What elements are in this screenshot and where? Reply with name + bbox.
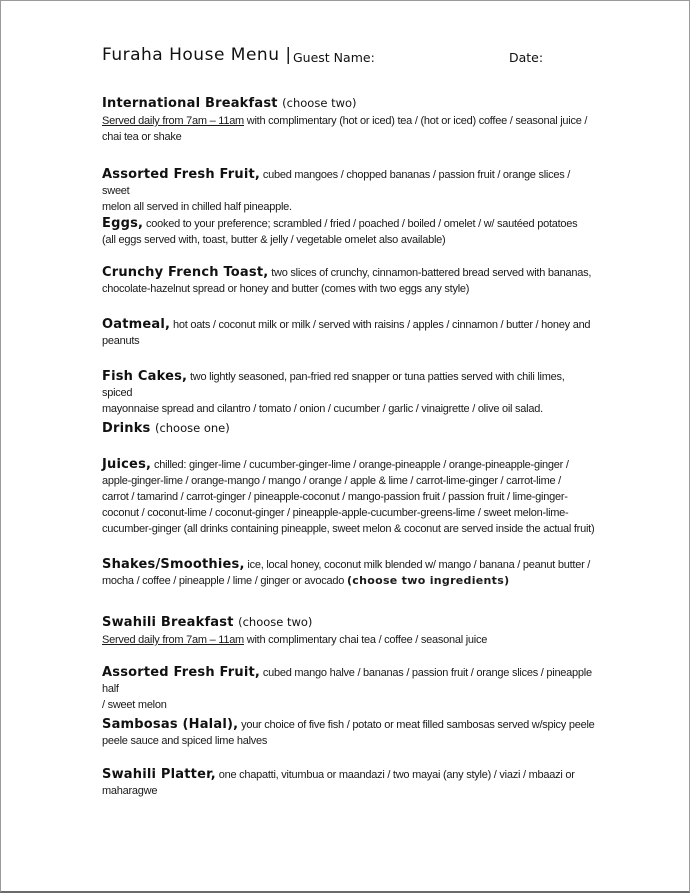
menu-item-fresh-fruit xyxy=(102,167,597,215)
item-description: maharagwe xyxy=(102,785,158,797)
item-description: cubed mangoes / chopped bananas / passion fruit / orange slices / sweet xyxy=(102,169,571,197)
item-description: chilled: ginger-lime / cucumber-ginger-lime / orange-pineapple / orange-pineapple-ginger / xyxy=(151,459,569,471)
menu-item-french-toast xyxy=(102,265,597,297)
item-heading: Shakes/Smoothies, xyxy=(102,557,245,572)
item-description: two lightly seasoned, pan-fried red snapper or tuna patties served with chili limes, spiced xyxy=(102,371,565,399)
item-description: one chapatti, vitumbua or maandazi / two mayai (any style) / viazi / mbaazi or xyxy=(215,769,575,781)
menu-item-juices xyxy=(102,457,597,537)
item-description: / sweet melon xyxy=(102,699,167,711)
item-description: cooked to your preference; scrambled / fried / poached / boiled / omelet / w/ sautéed potatoes xyxy=(143,218,578,230)
item-heading: Assorted Fresh Fruit, xyxy=(102,167,261,182)
item-heading: Oatmeal, xyxy=(102,317,171,332)
menu-header xyxy=(102,45,662,75)
item-description: chai tea or shake xyxy=(102,131,182,143)
item-description: cubed mango halve / bananas / passion fruit / orange slices / pineapple half xyxy=(102,667,592,695)
item-heading: Swahili Platter, xyxy=(102,767,216,782)
choose-note: (choose two) xyxy=(282,96,357,110)
item-description: ice, local honey, coconut milk blended w/ mango / banana / peanut butter / xyxy=(244,559,591,571)
item-description: apple-ginger-lime / orange-mango / mango / orange / apple & lime / carrot-lime-ginger / carrot-lime / xyxy=(102,475,561,487)
choose-note: (choose two) xyxy=(238,615,313,629)
menu-item-sambosas xyxy=(102,717,597,749)
menu-item-oatmeal xyxy=(102,317,597,349)
item-description: with complimentary (hot or iced) tea / (hot or iced) coffee / seasonal juice / xyxy=(243,115,588,127)
item-description: two slices of crunchy, cinnamon-battered bread served with bananas, xyxy=(268,267,592,279)
menu-item-eggs xyxy=(102,216,597,248)
section-swahili-breakfast xyxy=(102,613,597,648)
item-description: cucumber-ginger (all drinks containing pineapple, sweet melon & coconut are served inside the actual fruit) xyxy=(102,523,595,535)
menu-item-shakes xyxy=(102,557,597,589)
item-description: your choice of five fish / potato or meat filled sambosas served w/spicy peele xyxy=(238,719,595,731)
item-heading: Juices, xyxy=(102,457,152,472)
item-description: hot oats / coconut milk or milk / served with raisins / apples / cinnamon / butter / honey and xyxy=(170,319,591,331)
item-description: peele sauce and spiced lime halves xyxy=(102,735,268,747)
item-heading: Eggs, xyxy=(102,216,144,231)
section-heading: International Breakfast xyxy=(102,96,278,111)
section-heading: Drinks xyxy=(102,421,151,436)
served-hours: Served daily from 7am – 11am xyxy=(102,115,244,127)
item-description: (all eggs served with, toast, butter & jelly / vegetable omelet also available) xyxy=(102,234,446,246)
section-heading: Swahili Breakfast xyxy=(102,615,234,630)
item-heading: Assorted Fresh Fruit, xyxy=(102,665,261,680)
item-description: coconut / coconut-lime / coconut-ginger / pineapple-apple-cucumber-greens-lime / sweet melon-lime- xyxy=(102,507,569,519)
choose-note: (choose two ingredients) xyxy=(346,574,510,587)
choose-note: (choose one) xyxy=(154,421,230,435)
menu-item-fish-cakes xyxy=(102,369,597,417)
menu-title: Furaha House Menu | xyxy=(102,45,292,65)
menu-item-fresh-fruit-swahili xyxy=(102,665,597,713)
item-description: peanuts xyxy=(102,335,140,347)
item-heading: Sambosas (Halal), xyxy=(102,717,239,732)
section-drinks xyxy=(102,419,597,437)
guest-name-label: Guest Name: xyxy=(293,50,375,65)
served-hours: Served daily from 7am – 11am xyxy=(102,634,244,646)
section-international-breakfast xyxy=(102,94,597,145)
menu-item-swahili-platter xyxy=(102,767,597,799)
item-description: with complimentary chai tea / coffee / seasonal juice xyxy=(243,634,488,646)
item-heading: Fish Cakes, xyxy=(102,369,188,384)
item-heading: Crunchy French Toast, xyxy=(102,265,269,280)
item-description: mayonnaise spread and cilantro / tomato / onion / cucumber / garlic / vinaigrette / olive oil salad. xyxy=(102,403,543,415)
item-description: melon all served in chilled half pineapple. xyxy=(102,201,292,213)
item-description: chocolate-hazelnut spread or honey and butter (comes with two eggs any style) xyxy=(102,283,470,295)
item-description: mocha / coffee / pineapple / lime / ginger or avocado xyxy=(102,575,347,587)
date-label: Date: xyxy=(509,50,544,65)
item-description: carrot / tamarind / carrot-ginger / pineapple-coconut / mango-passion fruit / passion fruit / lime-ginger- xyxy=(102,491,568,503)
